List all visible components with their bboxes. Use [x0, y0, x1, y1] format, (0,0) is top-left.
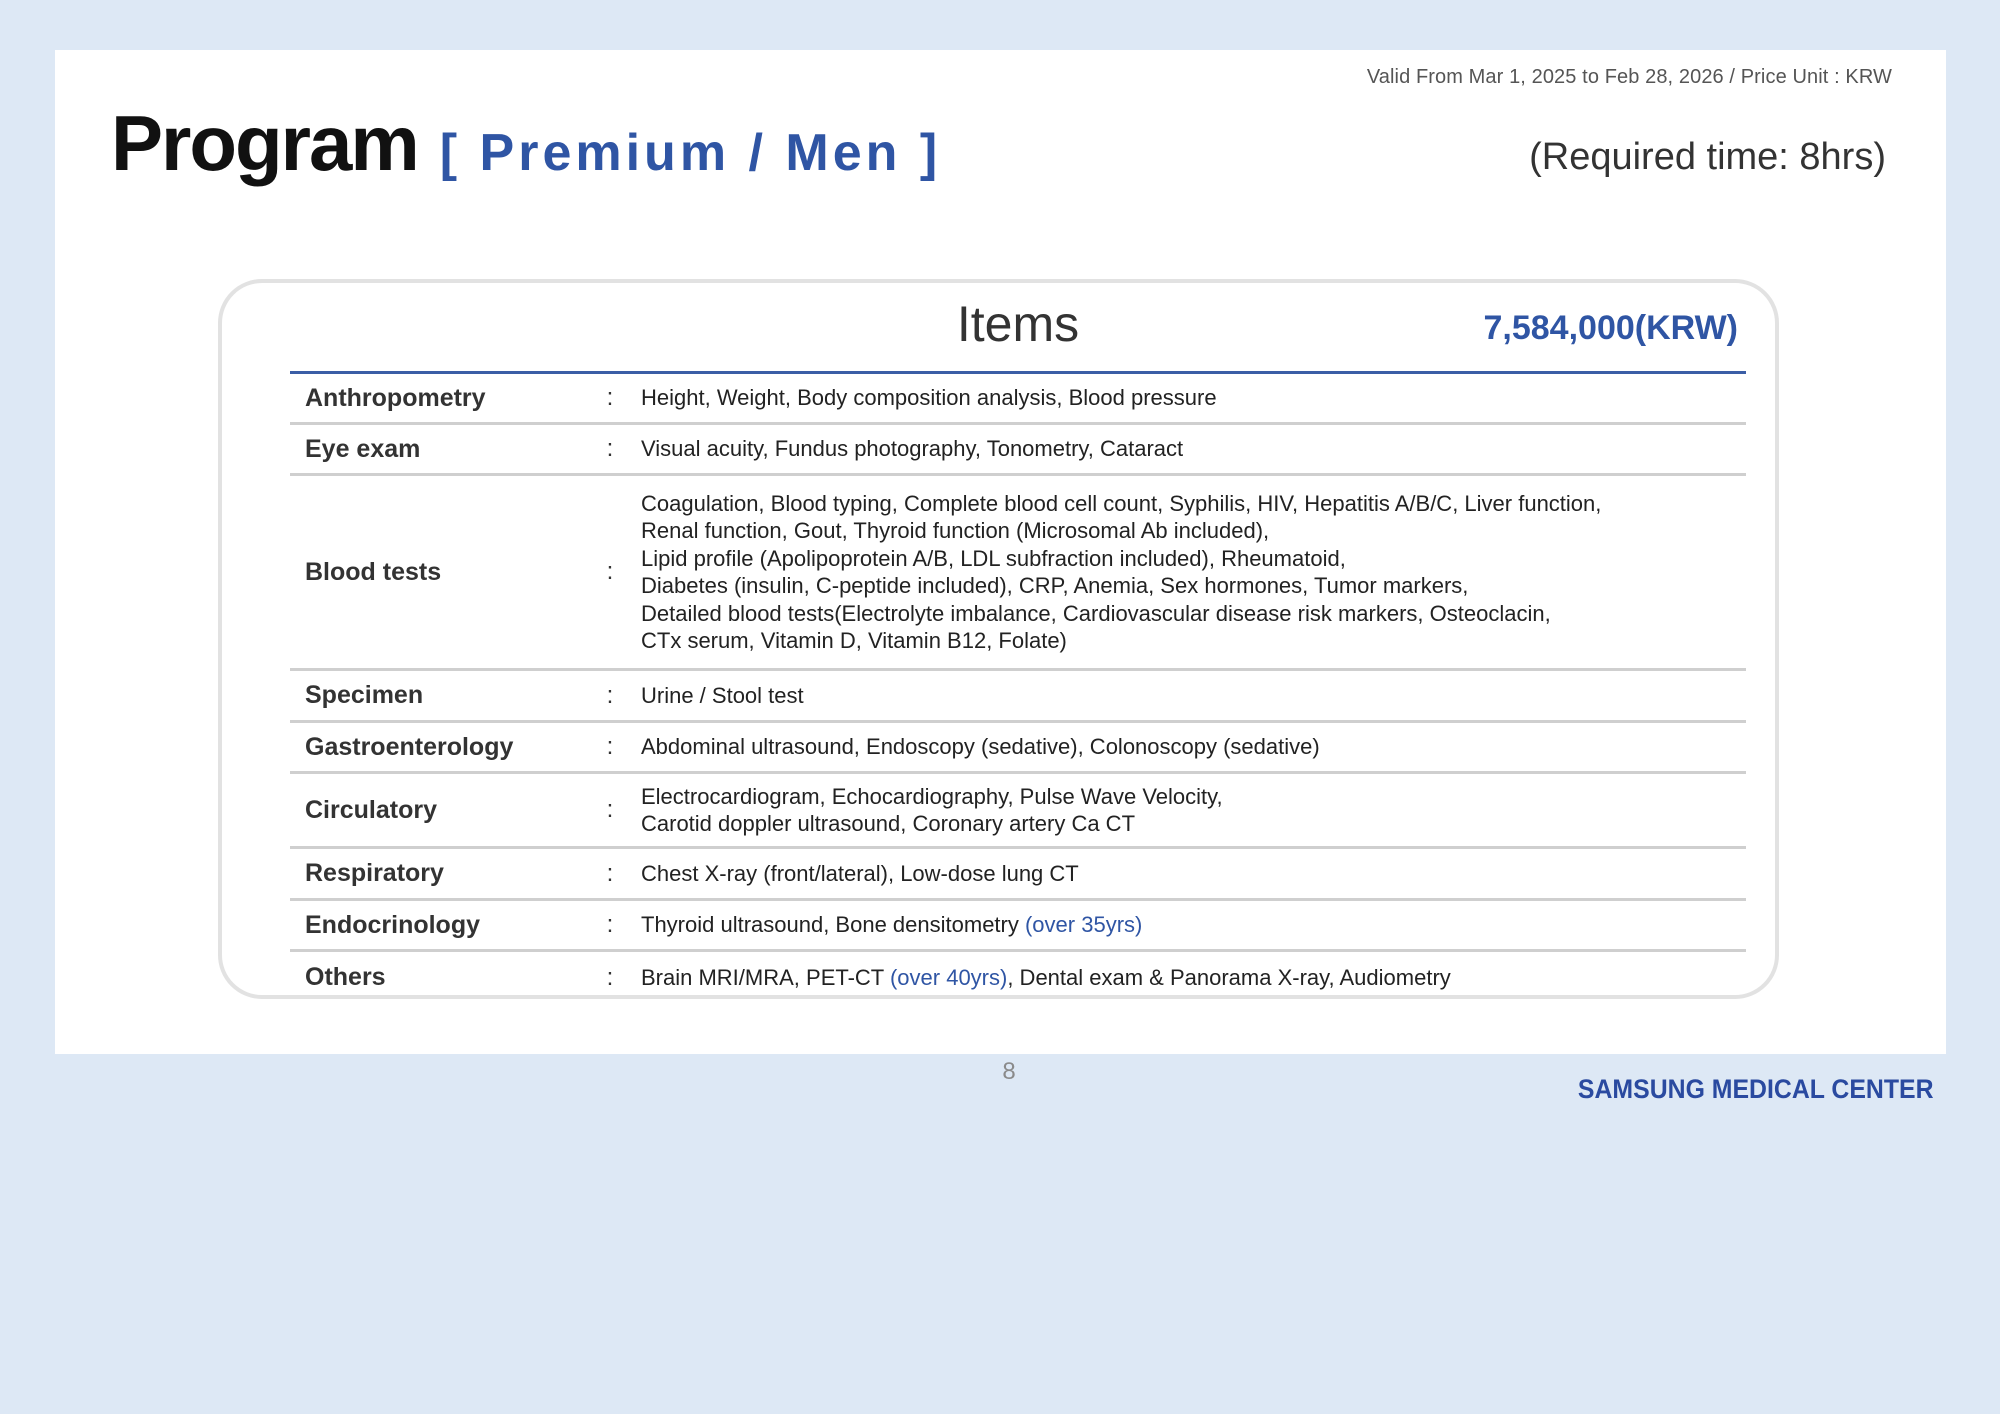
- category-label: Endocrinology: [305, 910, 480, 939]
- category-desc: [630, 783, 1746, 838]
- category-desc: [630, 490, 1746, 655]
- category-desc: Chest X-ray (front/lateral), Low-dose lung CT: [641, 860, 1079, 886]
- table-row: [290, 952, 1746, 1003]
- price: 7,584,000(KRW): [1483, 309, 1738, 347]
- slide: [55, 50, 1946, 1054]
- desc-line: Renal function, Gout, Thyroid function (Microsomal Ab included),: [641, 518, 1270, 543]
- desc-line: Coagulation, Blood typing, Complete blood cell count, Syphilis, HIV, Hepatitis A/B/C, Liver function,: [641, 490, 1602, 516]
- table-row: [290, 671, 1746, 723]
- colon: :: [606, 384, 614, 411]
- category-label: Eye exam: [305, 434, 421, 463]
- category-label: Blood tests: [305, 557, 442, 586]
- required-time: (Required time: 8hrs): [1529, 136, 1886, 178]
- title-sub: [ Premium / Men ]: [439, 124, 942, 182]
- card-header: [290, 295, 1746, 351]
- table-row: [290, 425, 1746, 476]
- colon: :: [606, 733, 614, 760]
- colon: :: [606, 796, 614, 823]
- samsung-medical-center-logo: SAMSUNG MEDICAL CENTER: [1578, 1074, 1934, 1104]
- desc-line: Lipid profile (Apolipoprotein A/B, LDL subfraction included), Rheumatoid,: [641, 545, 1346, 571]
- colon: :: [606, 963, 614, 991]
- category-desc: [630, 911, 1746, 939]
- category-label: Respiratory: [305, 859, 444, 887]
- age-note: (over 35yrs): [1024, 912, 1143, 938]
- desc-line: Diabetes (insulin, C-peptide included), CRP, Anemia, Sex hormones, Tumor markers,: [641, 573, 1469, 598]
- category-label: Others: [305, 963, 386, 991]
- page-number: 8: [1002, 1058, 1016, 1085]
- category-desc: Visual acuity, Fundus photography, Tonometry, Cataract: [641, 436, 1184, 462]
- desc-line: Electrocardiogram, Echocardiography, Pulse Wave Velocity,: [641, 783, 1223, 809]
- table-row: [290, 476, 1746, 671]
- items-card: [218, 279, 1779, 999]
- colon: :: [606, 911, 614, 938]
- colon: :: [606, 681, 614, 709]
- desc-line: CTx serum, Vitamin D, Vitamin B12, Folate): [641, 628, 1067, 653]
- items-title: Items: [956, 296, 1080, 352]
- category-label: Anthropometry: [305, 383, 486, 412]
- desc-line: Carotid doppler ultrasound, Coronary artery Ca CT: [641, 811, 1136, 836]
- items-table: [290, 371, 1746, 1003]
- desc-text: , Dental exam & Panorama X-ray, Audiometry: [1007, 964, 1451, 990]
- title-main: Program: [111, 99, 418, 187]
- colon: :: [606, 435, 614, 462]
- table-row: [290, 901, 1746, 952]
- age-note: (over 40yrs): [889, 964, 1008, 990]
- validity-text: Valid From Mar 1, 2025 to Feb 28, 2026 / Price Unit : KRW: [1366, 66, 1892, 88]
- category-desc: [630, 964, 1746, 992]
- category-label: Specimen: [305, 681, 424, 709]
- page-title: [111, 98, 941, 189]
- table-row: [290, 849, 1746, 901]
- desc-text: Thyroid ultrasound, Bone densitometry: [641, 912, 1025, 938]
- desc-text: Brain MRI/MRA, PET-CT: [641, 964, 890, 990]
- table-row: [290, 774, 1746, 849]
- category-desc: Urine / Stool test: [641, 682, 804, 708]
- table-row: [290, 723, 1746, 774]
- category-desc: Height, Weight, Body composition analysis, Blood pressure: [641, 385, 1217, 411]
- category-label: Circulatory: [305, 795, 437, 824]
- category-desc: Abdominal ultrasound, Endoscopy (sedative), Colonoscopy (sedative): [641, 734, 1320, 760]
- colon: :: [606, 859, 614, 887]
- colon: :: [606, 558, 614, 585]
- desc-line: Detailed blood tests(Electrolyte imbalance, Cardiovascular disease risk markers, Osteoclacin,: [641, 600, 1551, 626]
- table-row: [290, 374, 1746, 425]
- category-label: Gastroenterology: [305, 732, 514, 761]
